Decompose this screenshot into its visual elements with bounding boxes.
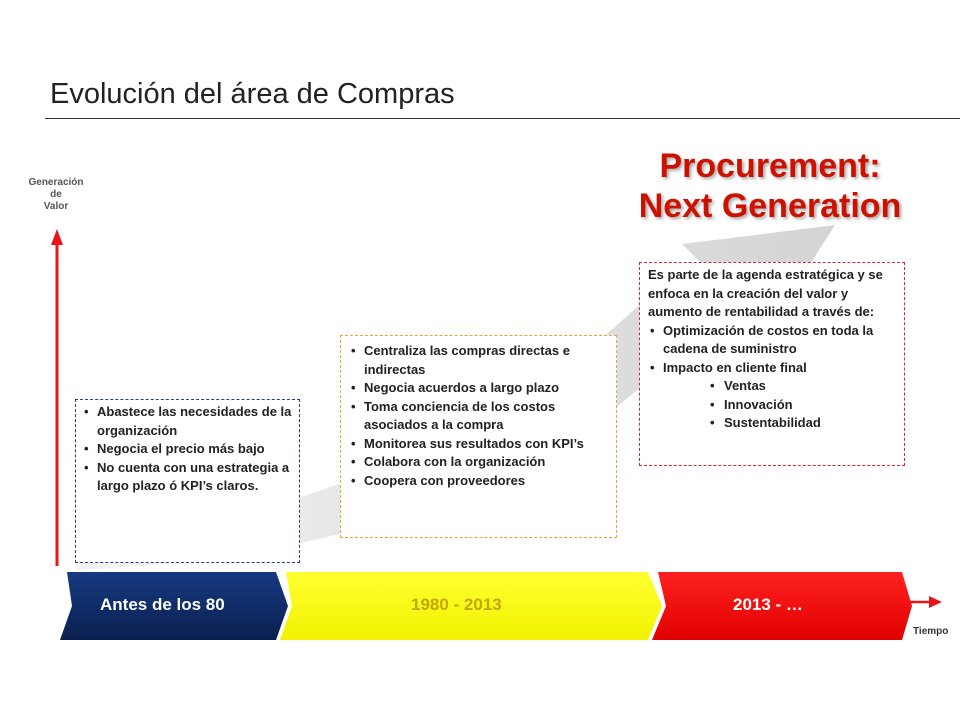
- phase-label-3: 2013 - …: [733, 595, 803, 614]
- y-axis-label: [16, 177, 96, 213]
- y-axis-arrowhead: [51, 229, 63, 245]
- y-axis-label-line: Generación: [28, 177, 84, 188]
- sub-list-item: • Ventas: [648, 377, 898, 396]
- phase-label-1: Antes de los 80: [100, 595, 225, 614]
- x-axis-arrowhead: [929, 596, 942, 608]
- headline-line-2: Next Generation: [638, 187, 902, 225]
- list-item: • Negocia el precio más bajo: [82, 440, 293, 459]
- phase-1-box: [75, 399, 300, 563]
- sub-list-item: • Innovación: [648, 396, 898, 415]
- phase-3-intro: Es parte de la agenda estratégica y se enfoca en la creación del valor y aumento de rentabilidad a través de:: [648, 267, 883, 319]
- x-axis-label: Tiempo: [913, 626, 949, 637]
- phase-label-2: 1980 - 2013: [411, 595, 502, 614]
- list-item: • Coopera con proveedores: [349, 472, 610, 491]
- phase-1-list: [82, 403, 293, 496]
- sub-list-item: • Sustentabilidad: [648, 414, 898, 433]
- list-item: • Colabora con la organización: [349, 453, 610, 472]
- phase-3-sublist: [648, 377, 898, 433]
- list-item: • Abastece las necesidades de la organización: [82, 403, 293, 440]
- headline: [600, 146, 940, 226]
- list-item: • Negocia acuerdos a largo plazo: [349, 379, 610, 398]
- page-title: Evolución del área de Compras: [50, 78, 455, 110]
- phase-2-box: [340, 335, 617, 538]
- list-item: • Impacto en cliente final: [648, 359, 898, 378]
- list-item: • No cuenta con una estrategia a largo plazo ó KPI’s claros.: [82, 459, 293, 496]
- y-axis-label-line: de: [50, 189, 62, 200]
- y-axis-label-line: Valor: [43, 201, 69, 212]
- list-item: • Toma conciencia de los costos asociados a la compra: [349, 398, 610, 435]
- list-item: • Optimización de costos en toda la cadena de suministro: [648, 322, 898, 359]
- list-item: • Monitorea sus resultados con KPI’s: [349, 435, 610, 454]
- list-item: • Centraliza las compras directas e indirectas: [349, 342, 610, 379]
- phase-3-box: [639, 262, 905, 466]
- phase-3-list: [648, 322, 898, 378]
- headline-line-1: Procurement:: [659, 147, 881, 185]
- phase-2-list: [349, 342, 610, 490]
